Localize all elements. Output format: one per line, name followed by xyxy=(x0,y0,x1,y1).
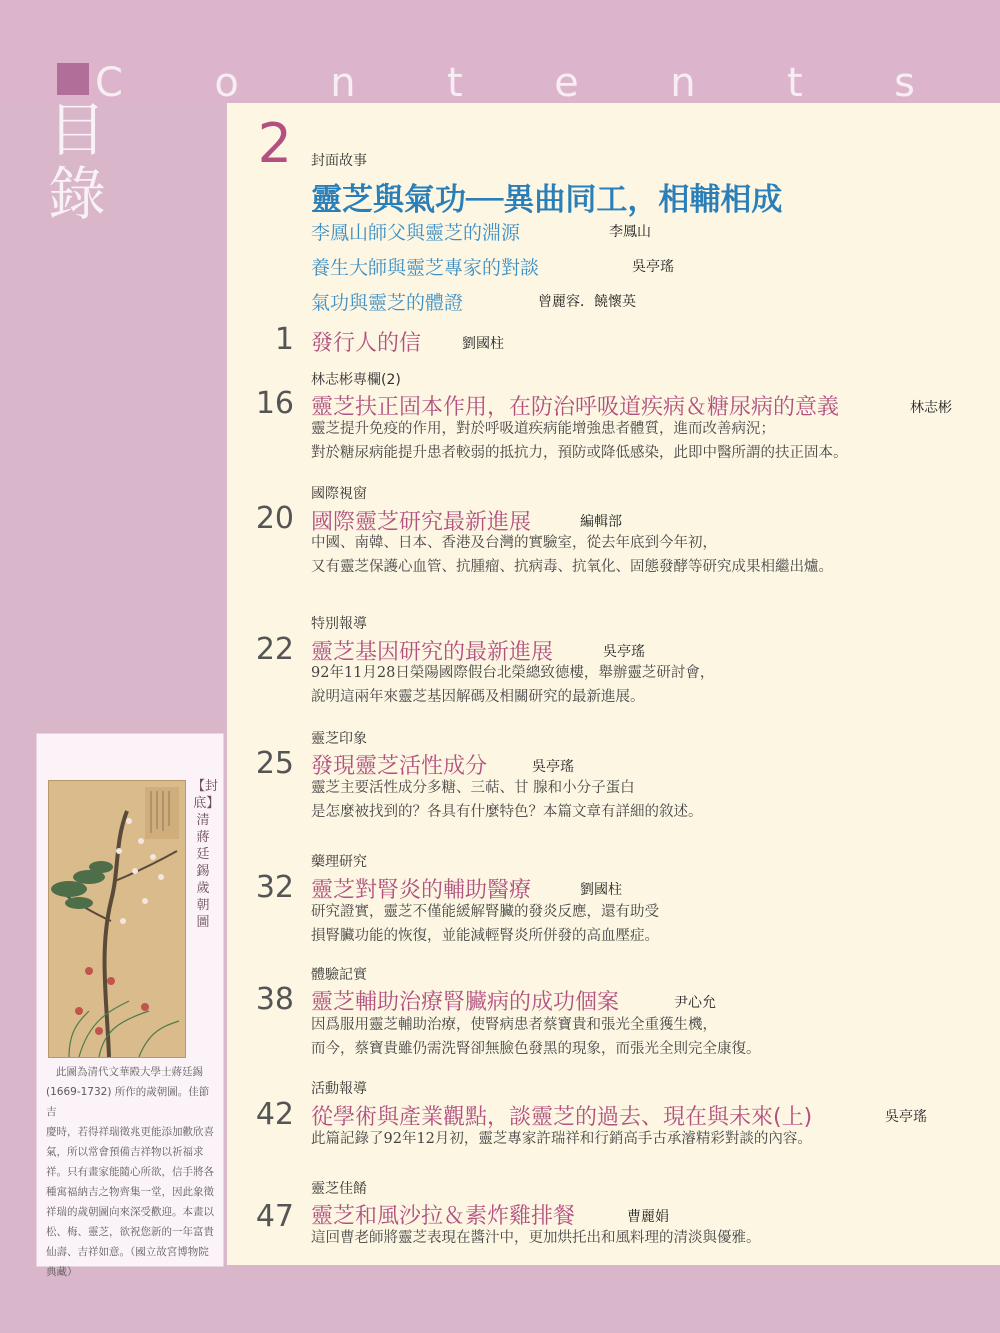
article-author: 吳亭瑤 xyxy=(885,1109,927,1125)
contents-letter: e xyxy=(554,60,579,106)
article-author: 吳亭瑤 xyxy=(603,644,645,660)
back-cover-caption: 【封底】清 蔣廷錫 歲朝圖 xyxy=(192,779,219,930)
contents-letter: n xyxy=(670,60,696,106)
article-category: 活動報導 xyxy=(311,1081,367,1097)
article-category: 靈芝佳餚 xyxy=(311,1181,367,1197)
back-cover-line: 祥。只有畫家能隨心所欲，信手將各 xyxy=(46,1166,214,1178)
article-desc: 又有靈芝保護心血管、抗腫瘤、抗病毒、抗氧化、固態發酵等研究成果相繼出爐。 xyxy=(311,559,833,575)
article-category: 林志彬專欄(2) xyxy=(311,372,401,388)
article-title[interactable]: 國際靈芝研究最新進展 xyxy=(311,510,532,535)
article-page: 16 xyxy=(255,386,294,421)
article-page: 47 xyxy=(255,1199,294,1234)
article-title[interactable]: 從學術與產業觀點，談靈芝的過去、現在與未來(上) xyxy=(311,1105,813,1130)
back-cover-line: 典藏） xyxy=(46,1266,78,1278)
back-cover-line: 此圖為清代文華殿大學士蔣廷錫 xyxy=(56,1066,203,1078)
contents-letter: t xyxy=(786,60,803,106)
article-desc: 說明這兩年來靈芝基因解碼及相關研究的最新進展。 xyxy=(311,689,645,705)
cover-story-category: 封面故事 xyxy=(311,153,367,169)
article-page: 32 xyxy=(255,870,294,905)
cover-sub-title[interactable]: 養生大師與靈芝專家的對談 xyxy=(311,257,540,279)
article-author: 林志彬 xyxy=(910,400,952,416)
page-title-char: 錄 xyxy=(47,160,106,228)
cover-story-headline[interactable]: 靈芝與氣功──異曲同工，相輔相成 xyxy=(311,182,783,218)
article-title[interactable]: 發現靈芝活性成分 xyxy=(311,754,488,779)
article-title[interactable]: 發行人的信 xyxy=(311,331,422,356)
article-desc: 因爲服用靈芝輔助治療，使腎病患者蔡寶貴和張光全重獲生機， xyxy=(311,1017,717,1033)
article-desc: 是怎麼被找到的？各具有什麼特色？本篇文章有詳細的敘述。 xyxy=(311,804,703,820)
contents-letter: n xyxy=(330,60,356,106)
article-desc: 靈芝提升免疫的作用，對於呼吸道疾病能增強患者體質，進而改善病況； xyxy=(311,421,775,437)
article-author: 劉國柱 xyxy=(580,882,622,898)
article-category: 國際視窗 xyxy=(311,486,367,502)
article-desc: 對於糖尿病能提升患者較弱的抵抗力，預防或降低感染，此即中醫所謂的扶正固本。 xyxy=(311,445,848,461)
cover-sub-author: 李鳳山 xyxy=(609,224,651,240)
square-icon xyxy=(57,63,89,95)
back-cover-line: 祥瑞的歲朝圖向來深受歡迎。本畫以 xyxy=(46,1206,214,1218)
back-cover-line: 仙壽、吉祥如意。（國立故宮博物院 xyxy=(46,1246,209,1258)
back-cover-line: 慶時，若得祥瑞徵兆更能添加歡欣喜 xyxy=(46,1126,214,1138)
article-desc: 中國、南韓、日本、香港及台灣的實驗室，從去年底到今年初， xyxy=(311,535,717,551)
back-cover-line: 松、梅、靈芝，欲祝您新的一年富貴 xyxy=(46,1226,214,1238)
article-page: 20 xyxy=(255,501,294,536)
article-desc: 這回曹老師將靈芝表現在醬汁中，更加烘托出和風料理的清淡與優雅。 xyxy=(311,1230,761,1246)
back-cover-painting xyxy=(48,780,186,1058)
page-title xyxy=(46,98,108,226)
article-title[interactable]: 靈芝和風沙拉＆素炸雞排餐 xyxy=(311,1204,576,1229)
article-author: 曹麗娟 xyxy=(627,1209,669,1225)
article-category: 特別報導 xyxy=(311,616,367,632)
article-title[interactable]: 靈芝扶正固本作用，在防治呼吸道疾病＆糖尿病的意義 xyxy=(311,395,840,420)
article-desc: 此篇記錄了92年12月初，靈芝專家許瑞祥和行銷高手古承濬精彩對談的內容。 xyxy=(311,1131,812,1147)
article-category: 靈芝印象 xyxy=(311,731,367,747)
article-desc: 研究證實，靈芝不僅能緩解腎臟的發炎反應，還有助受 xyxy=(311,904,659,920)
contents-heading xyxy=(95,60,915,106)
cover-sub-author: 曾麗容．饒懷英 xyxy=(538,294,636,310)
article-author: 吳亭瑤 xyxy=(532,759,574,775)
cover-sub-title[interactable]: 氣功與靈芝的體證 xyxy=(311,292,464,314)
back-cover-line: (1669-1732) 所作的歲朝圖。佳節吉 xyxy=(46,1086,210,1118)
article-category: 體驗記實 xyxy=(311,967,367,983)
contents-letter: t xyxy=(447,60,463,106)
article-author: 劉國柱 xyxy=(462,336,504,352)
page-title-char: 目 xyxy=(47,96,106,164)
contents-letter: o xyxy=(214,60,239,106)
article-author: 編輯部 xyxy=(580,514,622,530)
article-desc: 靈芝主要活性成分多糖、三萜、甘 腺和小分子蛋白 xyxy=(311,780,635,796)
cover-story-page: 2 xyxy=(257,112,292,175)
cover-sub-title[interactable]: 李鳳山師父與靈芝的淵源 xyxy=(311,222,521,244)
article-desc: 而今，蔡寶貴雖仍需洗腎卻無臉色發黑的現象，而張光全則完全康復。 xyxy=(311,1041,761,1057)
article-page: 1 xyxy=(274,322,294,357)
back-cover-line: 氣，所以常會預備吉祥物以祈福求 xyxy=(46,1146,204,1158)
article-title[interactable]: 靈芝對腎炎的輔助醫療 xyxy=(311,878,532,903)
article-page: 25 xyxy=(255,746,294,781)
article-page: 42 xyxy=(255,1097,294,1132)
article-page: 38 xyxy=(255,982,294,1017)
back-cover-line: 種寓福納吉之物齊集一堂，因此象徵 xyxy=(46,1186,214,1198)
cover-sub-author: 吳亭瑤 xyxy=(632,259,674,275)
back-cover-text xyxy=(46,1062,214,1282)
article-category: 藥理研究 xyxy=(311,854,367,870)
article-title[interactable]: 靈芝輔助治療腎臟病的成功個案 xyxy=(311,990,620,1015)
contents-letter: C xyxy=(95,60,123,106)
article-desc: 92年11月28日榮陽國際假台北榮總致德樓，舉辦靈芝研討會， xyxy=(311,665,715,681)
article-desc: 損腎臟功能的恢復，並能減輕腎炎所併發的高血壓症。 xyxy=(311,928,659,944)
article-title[interactable]: 靈芝基因研究的最新進展 xyxy=(311,640,554,665)
article-author: 尹心允 xyxy=(674,995,716,1011)
article-page: 22 xyxy=(255,632,294,667)
contents-letter: s xyxy=(894,60,915,106)
painting-illustration xyxy=(49,781,185,1057)
